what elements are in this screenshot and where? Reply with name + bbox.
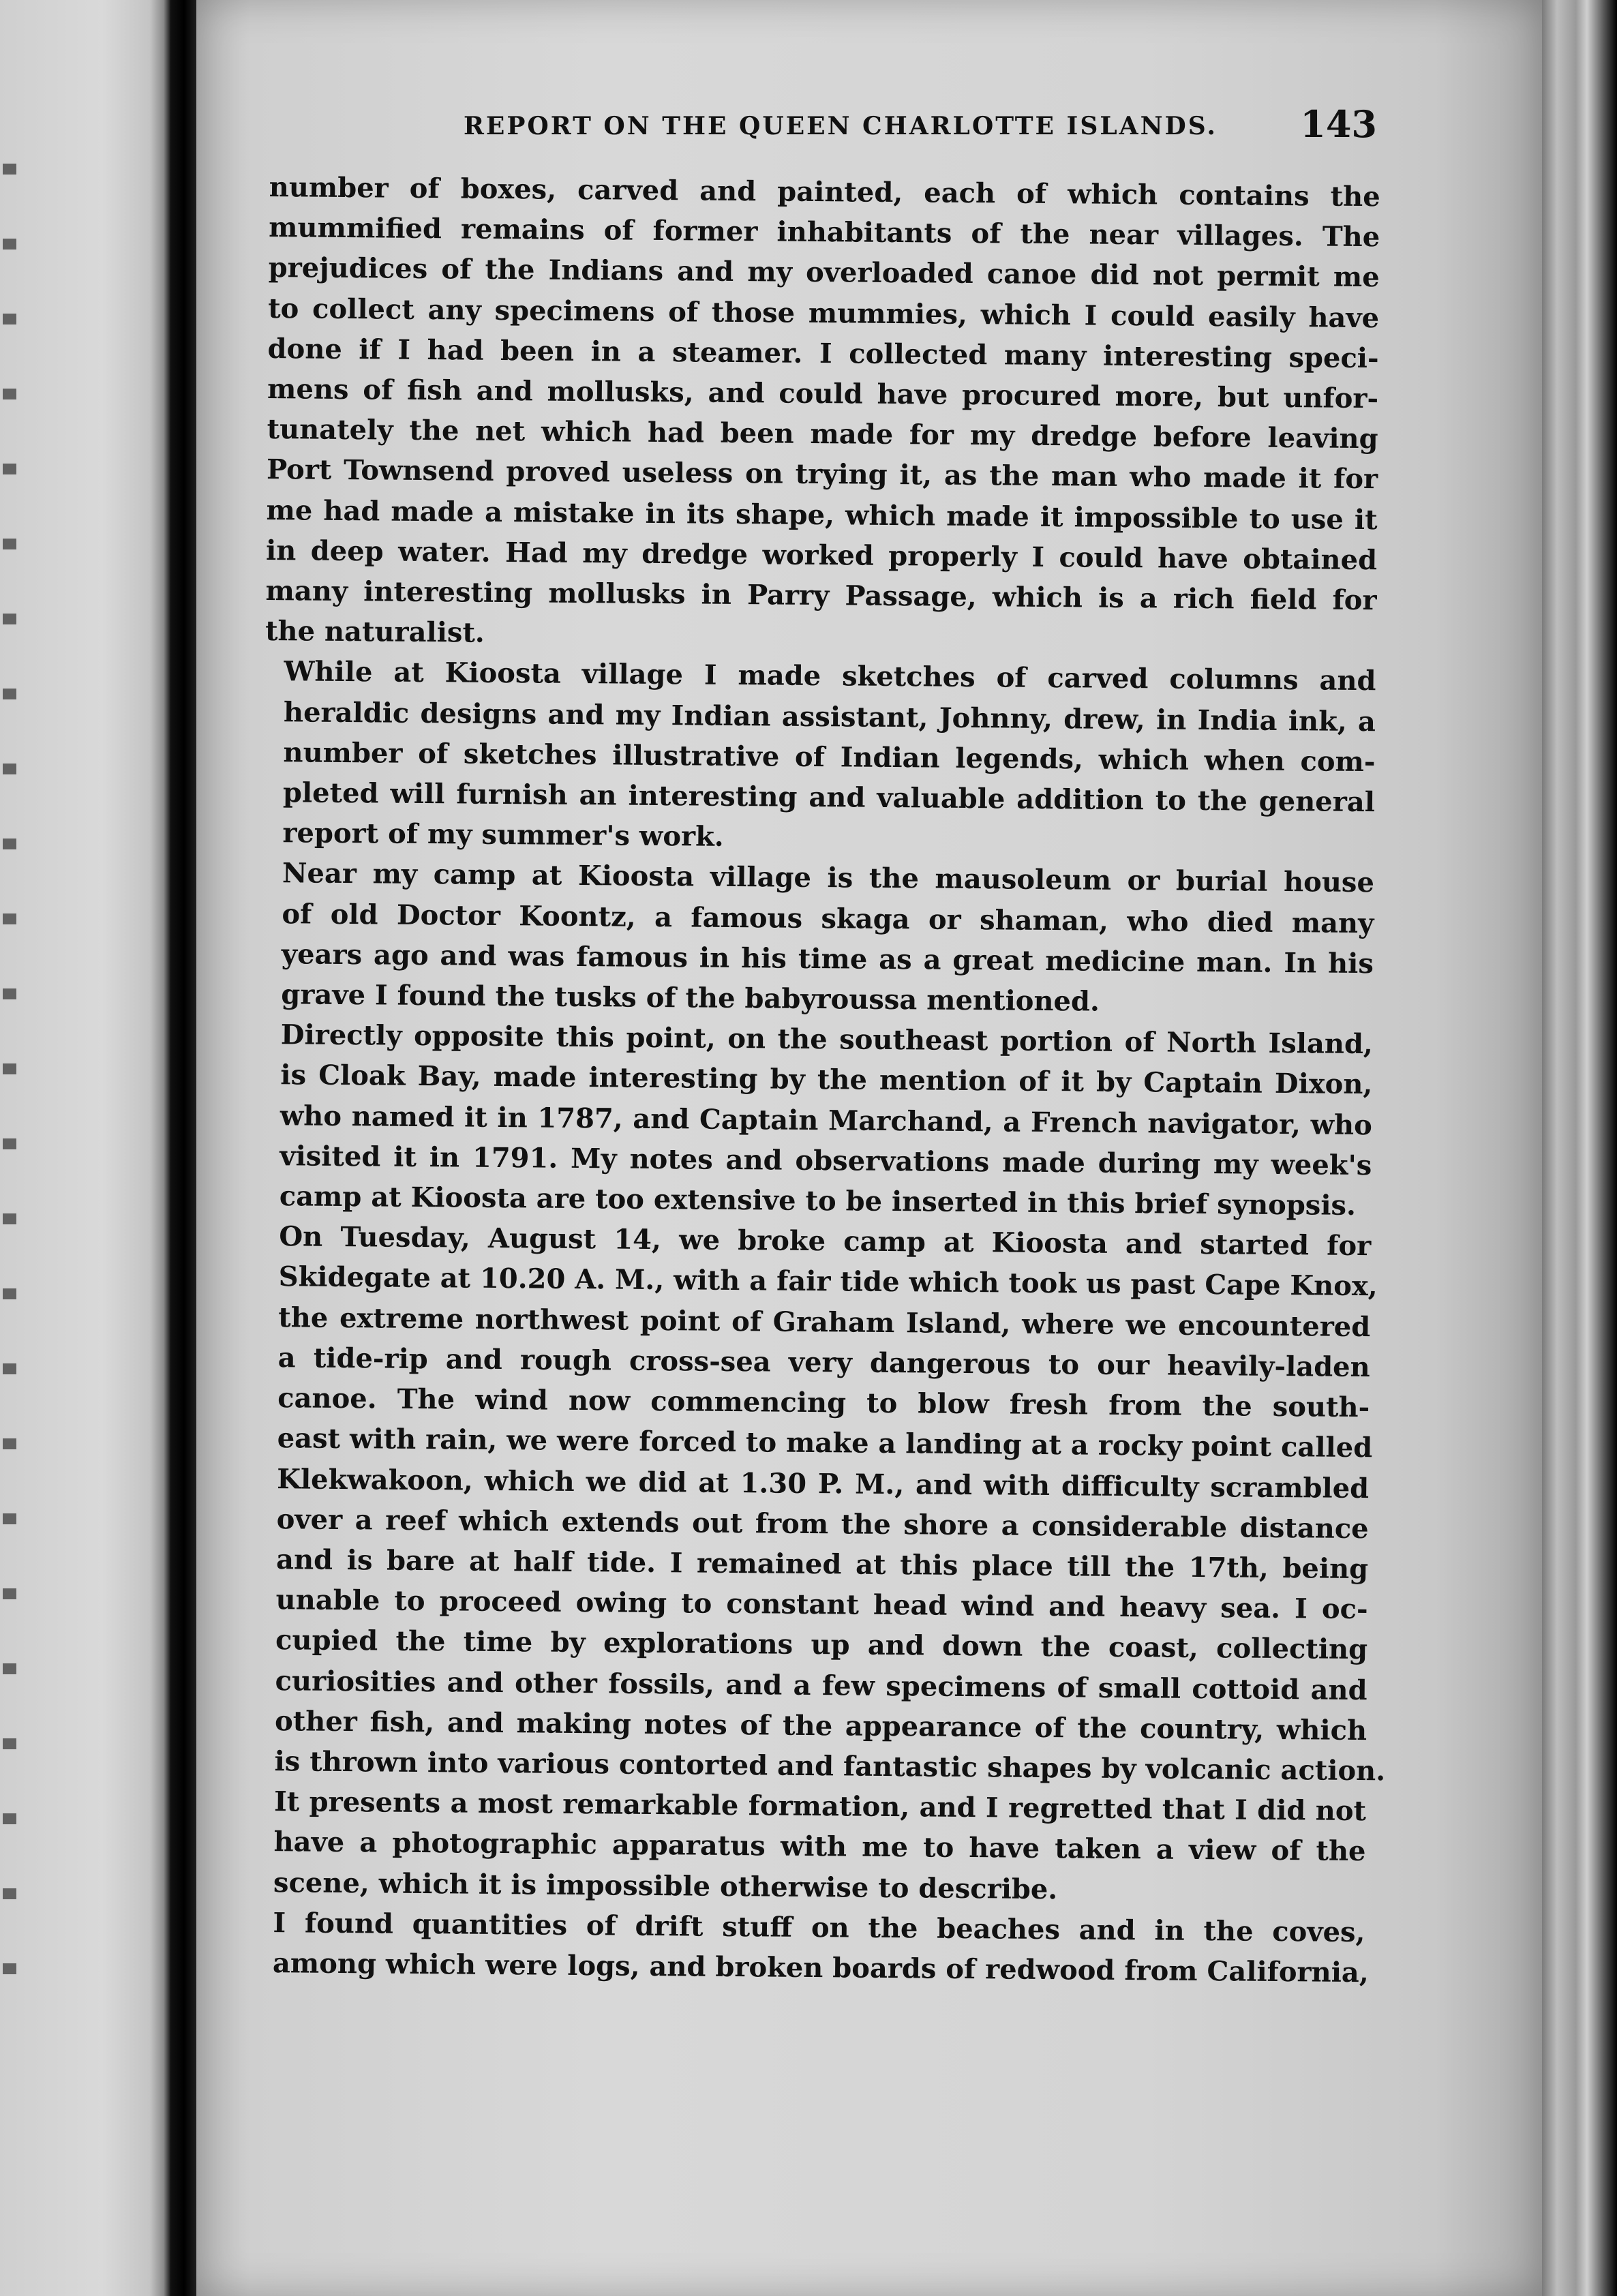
text-line: Skidegate at 10.20 A. M., with a fair tide which took us past Cape Knox, xyxy=(278,1260,1378,1303)
paragraph xyxy=(263,651,1376,862)
text-line: I found quantities of drift stuff on the beaches and in the coves, xyxy=(273,1906,1365,1948)
text-line: to collect any specimens of those mummies, which I could easily have xyxy=(267,292,1380,334)
text-line: the naturalist. xyxy=(265,615,485,650)
paragraph xyxy=(254,1903,1369,1993)
page-stack-edge xyxy=(1542,0,1617,2296)
text-line: While at Kioosta village I made sketches of carved columns and xyxy=(284,655,1376,697)
running-title: REPORT ON THE QUEEN CHARLOTTE ISLANDS. xyxy=(464,112,1218,140)
facing-page-edge xyxy=(0,0,170,2296)
text-line: is thrown into various contorted and fantastic shapes by volcanic action. xyxy=(274,1745,1386,1787)
text-line: heraldic designs and my Indian assistant, Johnny, drew, in India ink, a xyxy=(283,695,1376,738)
text-line: have a photographic apparatus with me to have taken a view of the xyxy=(273,1826,1366,1868)
text-line: other fish, and making notes of the appearance of the country, which xyxy=(274,1704,1367,1747)
text-line: On Tuesday, August 14, we broke camp at Kioosta and started for xyxy=(279,1220,1372,1263)
page-number: 143 xyxy=(1300,102,1377,146)
text-line: camp at Kioosta are too extensive to be inserted in this brief synopsis. xyxy=(279,1180,1357,1222)
text-line: mens of fish and mollusks, and could have procured more, but unfor- xyxy=(267,373,1379,415)
text-line: is Cloak Bay, made interesting by the mention of it by Captain Dixon, xyxy=(280,1059,1373,1101)
text-line: over a reef which extends out from the shore a considerable distance xyxy=(276,1502,1369,1545)
paragraph xyxy=(254,1216,1386,1912)
text-line: many interesting mollusks in Parry Passage, which is a rich field for xyxy=(265,575,1377,617)
body-text xyxy=(254,167,1386,1993)
text-line: cupied the time by explorations up and down the coast, collecting xyxy=(275,1624,1368,1666)
text-line: scene, which it is impossible otherwise to describe. xyxy=(273,1866,1058,1905)
text-line: It presents a most remarkable formation, and I regretted that I did not xyxy=(273,1785,1367,1828)
text-line: mummified remains of former inhabitants of the near villages. The xyxy=(269,211,1380,254)
text-line: Directly opposite this point, on the southeast portion of North Island, xyxy=(280,1018,1374,1061)
text-line: in deep water. Had my dredge worked properly I could have obtained xyxy=(265,534,1378,577)
text-line: pleted will furnish an interesting and valuable addition to the general xyxy=(282,776,1376,819)
text-line: prejudices of the Indians and my overloaded canoe did not permit me xyxy=(268,252,1380,294)
text-line: a tide-rip and rough cross-sea very dangerous to our heavily-laden xyxy=(277,1342,1370,1384)
text-line: east with rain, we were forced to make a landing at a rocky point called xyxy=(277,1422,1373,1464)
text-line: report of my summer's work. xyxy=(282,817,724,854)
text-line: curiosities and other fossils, and a few specimens of small cottoid and xyxy=(275,1664,1367,1706)
text-line: the extreme northwest point of Graham Island, where we encountered xyxy=(278,1301,1371,1343)
book-gutter xyxy=(170,0,198,2296)
text-line: who named it in 1787, and Captain Marchand, a French navigator, who xyxy=(279,1099,1373,1141)
text-line: number of boxes, carved and painted, each of which contains the xyxy=(269,170,1380,213)
text-line: done if I had been in a steamer. I collected many interesting speci- xyxy=(267,332,1379,375)
facing-page-text-fragments xyxy=(3,123,16,2031)
running-head xyxy=(273,102,1377,150)
paragraph xyxy=(260,1014,1374,1226)
text-line: years ago and was famous in his time as a great medicine man. In his xyxy=(281,938,1374,980)
text-line: Port Townsend proved useless on trying it, as the man who made it for xyxy=(266,453,1378,496)
text-line: grave I found the tusks of the babyroussa mentioned. xyxy=(281,978,1100,1018)
paragraph xyxy=(265,167,1380,661)
text-line: Near my camp at Kioosta village is the mausoleum or burial house xyxy=(282,857,1375,899)
text-line: Klekwakoon, which we did at 1.30 P. M., and with difficulty scrambled xyxy=(277,1462,1370,1505)
text-line: number of sketches illustrative of Indian legends, which when com- xyxy=(283,736,1376,779)
text-line: tunately the net which had been made for my dredge before leaving xyxy=(267,413,1378,455)
text-line: and is bare at half tide. I remained at this place till the 17th, being xyxy=(275,1543,1369,1586)
text-line: among which were logs, and broken boards of redwood from California, xyxy=(272,1947,1369,1989)
text-line: unable to proceed owing to constant head wind and heavy sea. I oc- xyxy=(275,1584,1368,1626)
text-line: canoe. The wind now commencing to blow fresh from the south- xyxy=(277,1382,1370,1424)
text-line: me had made a mistake in its shape, which made it impossible to use it xyxy=(266,494,1378,536)
text-line: of old Doctor Koontz, a famous skaga or shaman, who died many xyxy=(282,897,1374,939)
paragraph xyxy=(262,853,1374,1024)
text-line: visited it in 1791. My notes and observations made during my week's xyxy=(279,1140,1372,1182)
